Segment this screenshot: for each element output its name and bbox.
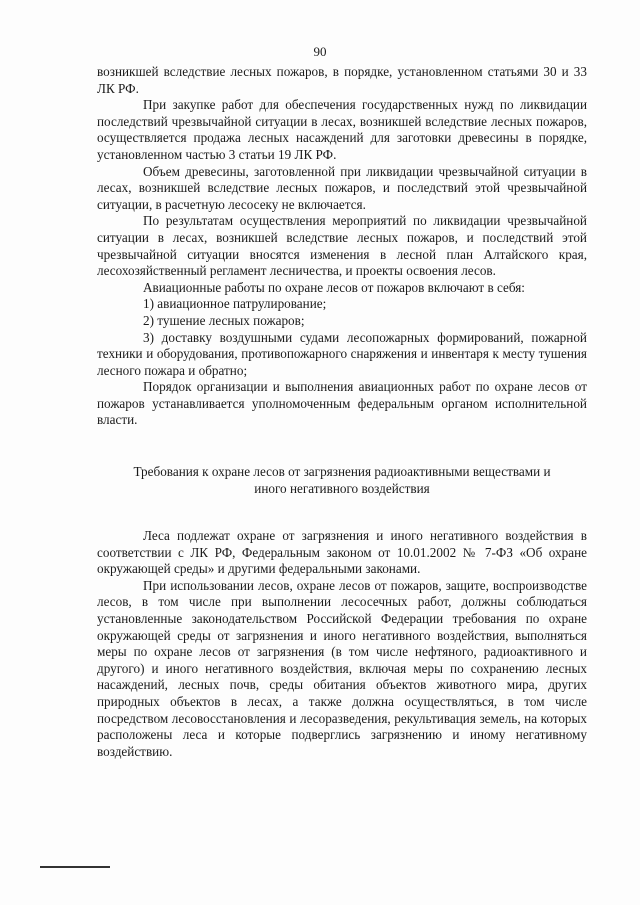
paragraph-wood-volume: Объем древесины, заготовленной при ликвидации чрезвычайной ситуации в лесах, возникшей вследствие лесных пожаров, и последствий этой чрезвычайной ситуации, в расчетную лесосеку не включается.: [97, 163, 587, 212]
list-item: 3) доставку воздушными судами лесопожарных формирований, пожарной техники и оборудования, противопожарного снаряжения и инвентаря к месту тушения лесного пожара и обратно;: [97, 329, 587, 378]
paragraph-pollution-protection: Леса подлежат охране от загрязнения и иного негативного воздействия в соответствии с ЛК РФ, Федеральным законом от 10.01.2002 № 7-ФЗ «Об охране окружающей среды» и другими федеральными законами.: [97, 528, 587, 577]
page-number: 90: [313, 44, 327, 59]
footnote-divider: [40, 866, 110, 868]
paragraph-environment-requirements: При использовании лесов, охране лесов от пожаров, защите, воспроизводстве лесов, в том числе при выполнении лесосечных работ, должны соблюдаться установленные законодательством Российской Федерации требования по охране окружающей среды от загрязнения и иного негативного воздействия, выполняться меры по охране лесов от загрязнения (в том числе нефтяного, радиоактивного и другого) и иного негативного воздействия, включая меры по сохранению лесных насаждений, лесных почв, среды обитания объектов животного мира, других природных объектов в лесах, а также должна осуществляться, в том числе посредством лесовосстановления и лесоразведения, рекультивация земель, на которых расположены леса и которые подверглись загрязнению и иному негативному воздействию.: [97, 577, 587, 759]
paragraph-continuation: возникшей вследствие лесных пожаров, в порядке, установленном статьями 30 и 33 ЛК РФ.: [97, 64, 587, 96]
paragraph-aviation-procedure: Порядок организации и выполнения авиационных работ по охране лесов от пожаров устанавливается уполномоченным федеральным органом исполнительной власти.: [97, 379, 587, 428]
paragraph-forest-plan-changes: По результатам осуществления мероприятий по ликвидации чрезвычайной ситуации в лесах, возникшей вследствие лесных пожаров, и последствий этой чрезвычайной ситуации вносятся изменения в лесной план Алтайского края, лесохозяйственный регламент лесничества, и проекты освоения лесов.: [97, 213, 587, 279]
section-heading-line-1: Требования к охране лесов от загрязнения радиоактивными веществами и: [133, 464, 551, 480]
list-item: 2) тушение лесных пожаров;: [143, 312, 305, 328]
section-heading: [97, 463, 587, 497]
section-heading-line-2: иного негативного воздействия: [254, 481, 430, 497]
paragraph-aviation-works-intro: Авиационные работы по охране лесов от пожаров включают в себя:: [143, 279, 525, 295]
aviation-works-list: [97, 296, 587, 379]
list-item: 1) авиационное патрулирование;: [143, 296, 327, 312]
paragraph-procurement: При закупке работ для обеспечения государственных нужд по ликвидации последствий чрезвычайной ситуации в лесах, возникшей вследствие лесных пожаров, осуществляется продажа лесных насаждений для заготовки древесины в порядке, установленном частью 3 статьи 19 ЛК РФ.: [97, 97, 587, 162]
document-body: [97, 64, 587, 760]
